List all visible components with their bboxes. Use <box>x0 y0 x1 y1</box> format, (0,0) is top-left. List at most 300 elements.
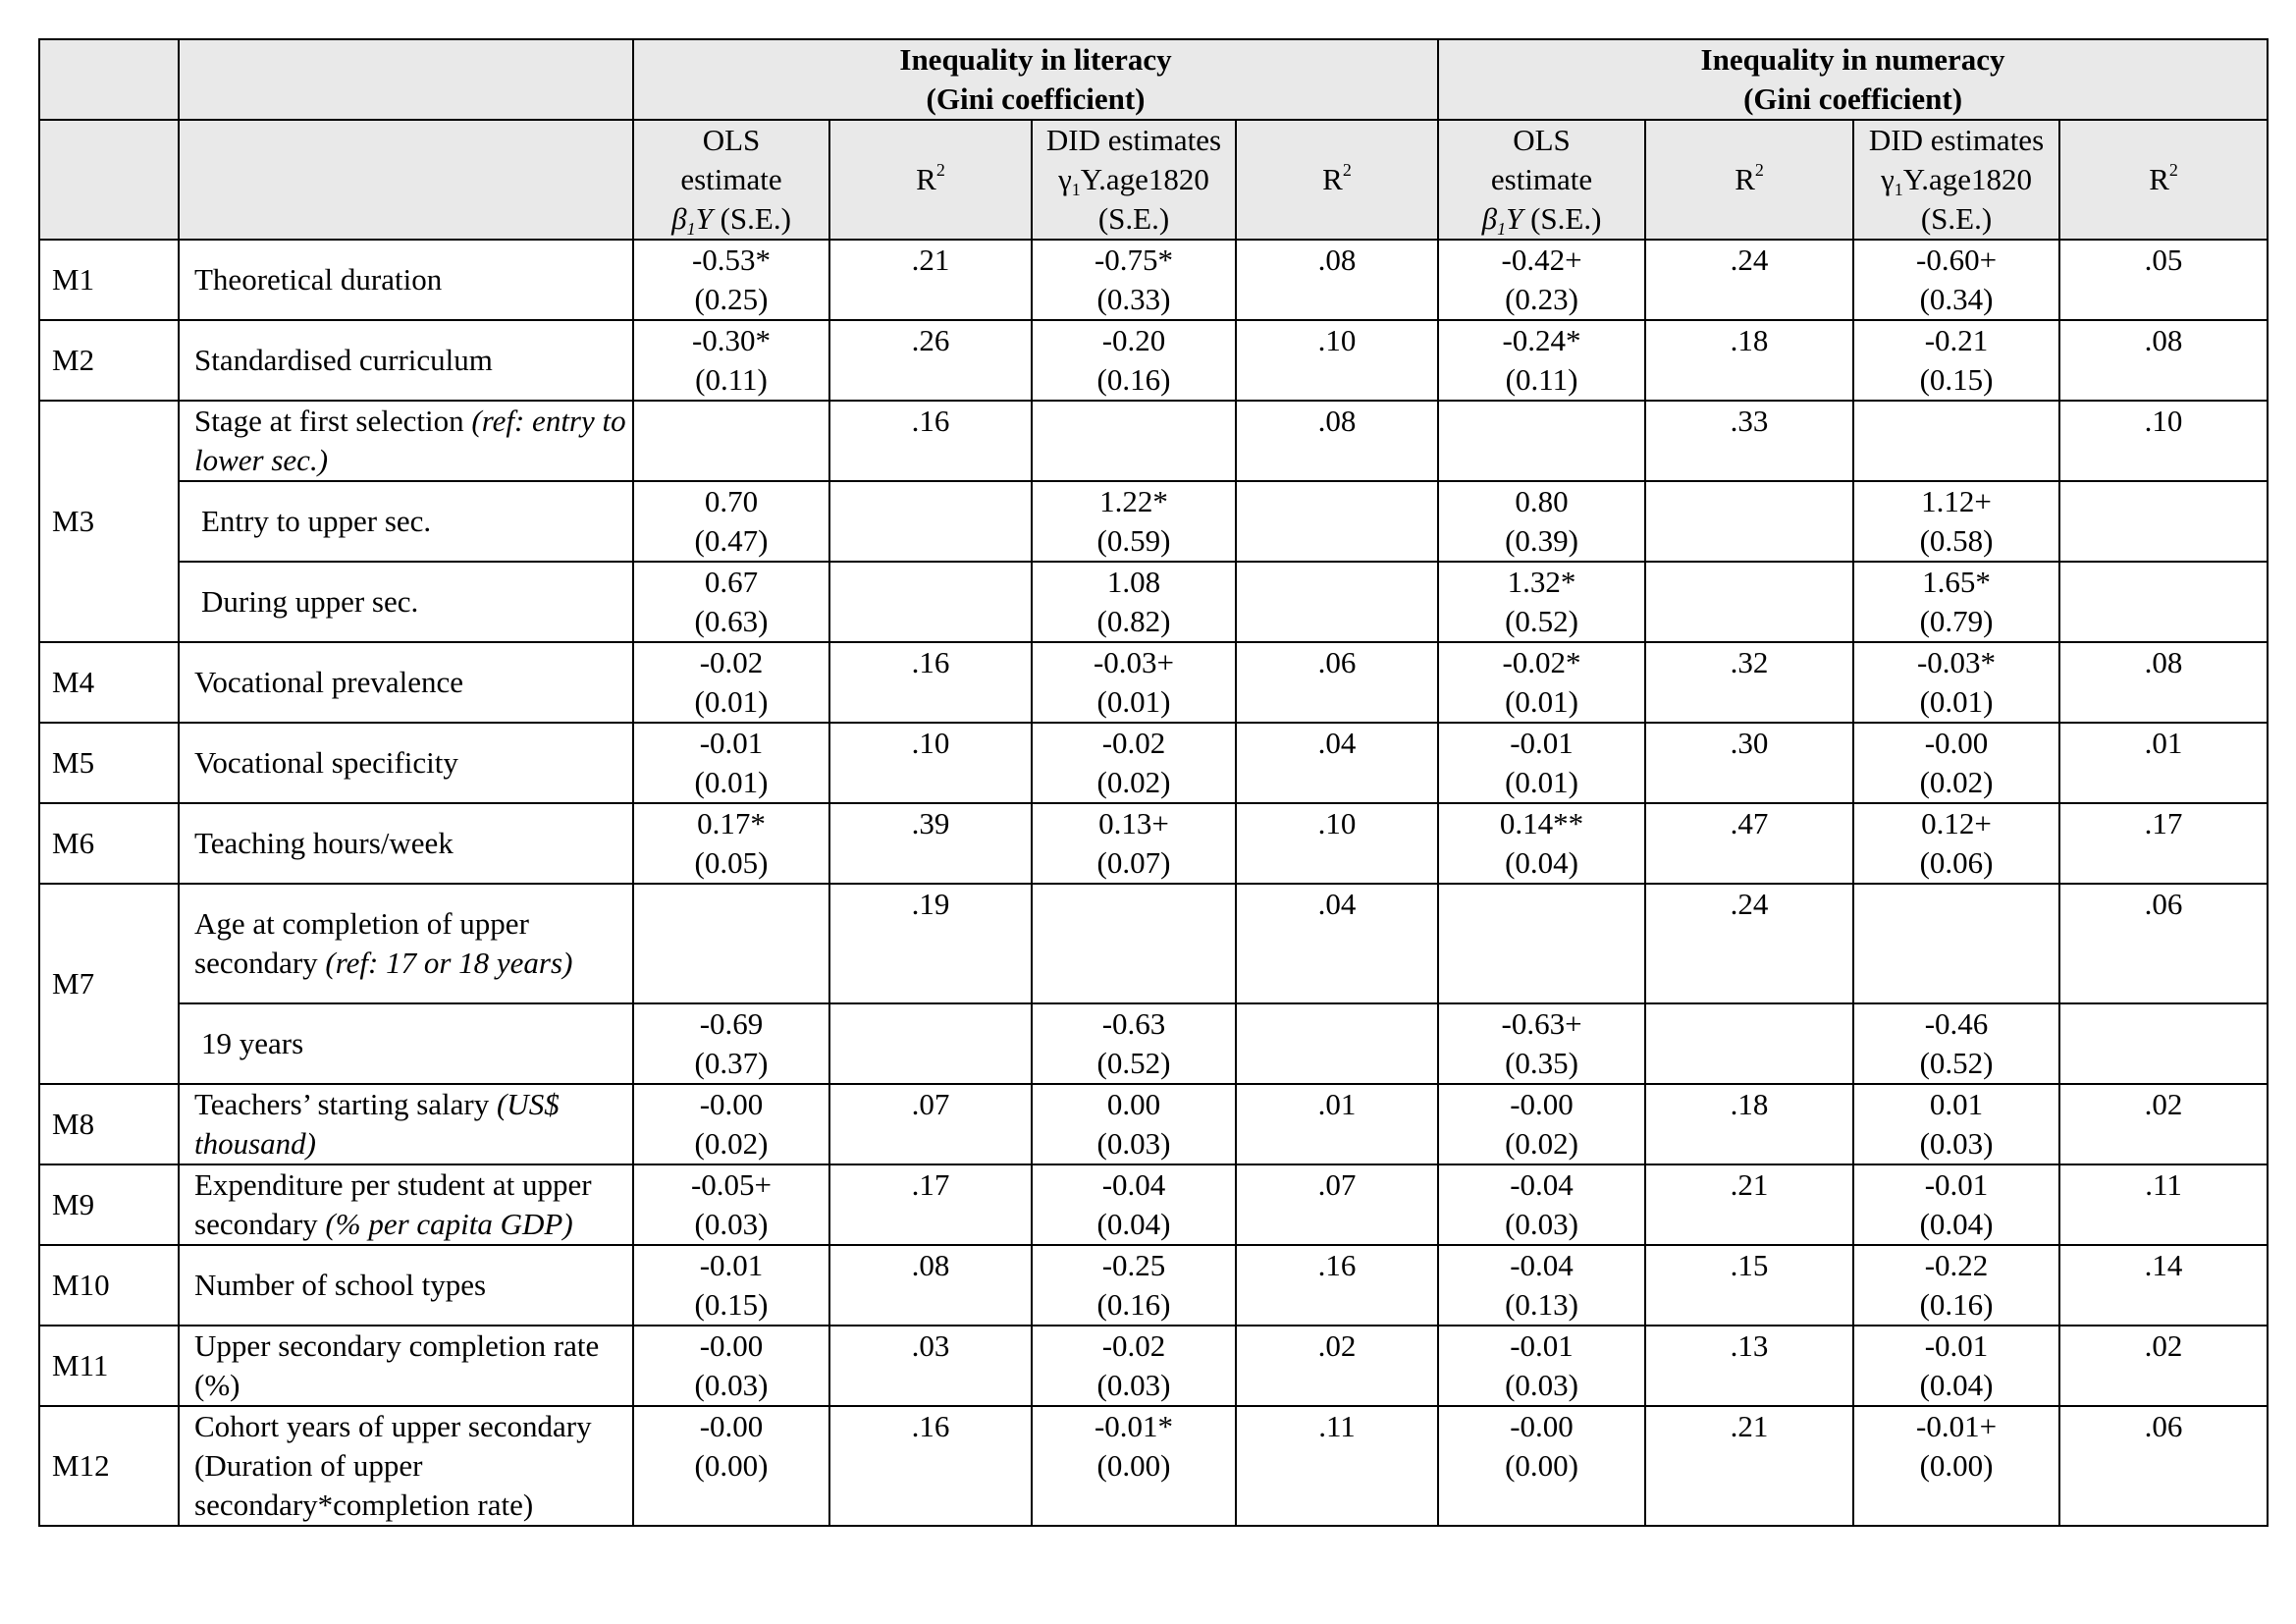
r2-did-literacy: .06 <box>1236 642 1438 723</box>
standard-error: (0.47) <box>694 523 769 558</box>
table-row <box>39 1164 2268 1245</box>
r2-did-numeracy: .02 <box>2059 1084 2268 1164</box>
ols-numeracy <box>1438 884 1645 1003</box>
coefficient: -0.46 <box>1924 1006 1989 1041</box>
coefficient: 1.32* <box>1507 565 1576 599</box>
label-text: Age at completion of upper secondary <box>194 906 529 980</box>
r2-ols-literacy: .39 <box>829 803 1032 884</box>
standard-error: (0.37) <box>694 1046 769 1080</box>
ols-literacy <box>633 1406 829 1526</box>
coefficient: -0.01 <box>1510 726 1574 760</box>
r2-ols-literacy: .16 <box>829 642 1032 723</box>
se-label: (S.E.) <box>1522 201 1602 236</box>
r2-ols-numeracy: .30 <box>1645 723 1853 803</box>
r2-label <box>916 162 945 196</box>
beta-subscript: 1 <box>686 219 696 239</box>
se-label: (S.E.) <box>1920 201 1993 236</box>
r2-ols-literacy <box>829 562 1032 642</box>
r2-did-numeracy: .11 <box>2059 1164 2268 1245</box>
model-id: M8 <box>39 1084 179 1164</box>
r2-ols-numeracy: .24 <box>1645 240 1853 320</box>
r2-ols-literacy: .26 <box>829 320 1032 401</box>
coefficient: -0.03+ <box>1093 645 1175 679</box>
did-literacy <box>1032 562 1236 642</box>
standard-error: (0.13) <box>1505 1287 1578 1322</box>
row-label <box>179 401 633 481</box>
r2-base: R <box>1735 162 1755 196</box>
model-id: M4 <box>39 642 179 723</box>
sub-row-label: 19 years <box>179 1003 633 1084</box>
standard-error: (0.01) <box>694 684 769 719</box>
coefficient: -0.02* <box>1502 645 1581 679</box>
r2-ols-literacy: .16 <box>829 1406 1032 1526</box>
label-line: secondary (% per capita GDP) <box>194 1207 573 1241</box>
r2-did-numeracy: .14 <box>2059 1245 2268 1326</box>
row-label <box>179 1326 633 1406</box>
r2-did-literacy <box>1236 481 1438 562</box>
row-label <box>179 884 633 1003</box>
standard-error: (0.01) <box>1919 684 1994 719</box>
did-label: DID estimates <box>1045 123 1222 157</box>
col-r2-did-numeracy <box>2059 120 2268 240</box>
sub-row-label: Entry to upper sec. <box>179 481 633 562</box>
standard-error: (0.33) <box>1096 282 1171 316</box>
r2-label <box>1735 162 1764 196</box>
gamma-symbol: γ <box>1058 162 1072 196</box>
row-label <box>179 1164 633 1245</box>
table-row <box>39 1406 2268 1526</box>
r2-did-numeracy: .08 <box>2059 642 2268 723</box>
r2-ols-numeracy: .21 <box>1645 1164 1853 1245</box>
coefficient: -0.24* <box>1502 323 1581 357</box>
coefficient: -0.02 <box>699 645 764 679</box>
standard-error: (0.16) <box>1096 362 1171 397</box>
row-label <box>179 803 633 884</box>
coefficient: -0.00 <box>1510 1409 1574 1443</box>
standard-error: (0.07) <box>1096 845 1171 880</box>
standard-error: (0.15) <box>1919 362 1994 397</box>
ols-literacy <box>633 320 829 401</box>
r2-did-numeracy: .06 <box>2059 1406 2268 1526</box>
r2-did-literacy: .04 <box>1236 723 1438 803</box>
r2-superscript: 2 <box>2168 160 2178 180</box>
ols-numeracy <box>1438 803 1645 884</box>
ols-literacy <box>633 481 829 562</box>
did-literacy <box>1032 1406 1236 1526</box>
se-label: (S.E.) <box>1097 201 1170 236</box>
ols-literacy <box>633 1164 829 1245</box>
r2-ols-numeracy <box>1645 1003 1853 1084</box>
gamma-subscript: 1 <box>1894 180 1903 199</box>
coefficient: -0.01 <box>1924 1328 1989 1363</box>
standard-error: (0.79) <box>1919 604 1994 638</box>
coefficient: -0.04 <box>1101 1167 1166 1202</box>
literacy-group-header <box>633 39 1438 120</box>
coefficient: -0.01 <box>699 1248 764 1282</box>
r2-did-numeracy <box>2059 1003 2268 1084</box>
standard-error: (0.59) <box>1096 523 1171 558</box>
label-text: Stage at first selection <box>194 404 472 438</box>
r2-did-literacy: .07 <box>1236 1164 1438 1245</box>
sub-row-label: During upper sec. <box>179 562 633 642</box>
r2-ols-literacy <box>829 1003 1032 1084</box>
ols-numeracy <box>1438 642 1645 723</box>
col-r2-did-literacy <box>1236 120 1438 240</box>
table-row <box>39 642 2268 723</box>
standard-error: (0.06) <box>1919 845 1994 880</box>
r2-ols-numeracy: .18 <box>1645 320 1853 401</box>
r2-did-literacy: .10 <box>1236 803 1438 884</box>
standard-error: (0.04) <box>1096 1207 1171 1241</box>
col-ols-numeracy <box>1438 120 1645 240</box>
did-literacy <box>1032 642 1236 723</box>
did-numeracy <box>1853 320 2059 401</box>
ols-numeracy <box>1438 320 1645 401</box>
coefficient: -0.01+ <box>1916 1409 1998 1443</box>
standard-error: (0.11) <box>695 362 768 397</box>
ols-literacy <box>633 240 829 320</box>
coefficient: -0.01 <box>699 726 764 760</box>
coefficient: -0.69 <box>699 1006 764 1041</box>
model-id: M10 <box>39 1245 179 1326</box>
standard-error: (0.03) <box>1505 1368 1578 1402</box>
did-numeracy <box>1853 1003 2059 1084</box>
r2-ols-literacy <box>829 481 1032 562</box>
r2-did-literacy: .08 <box>1236 401 1438 481</box>
r2-ols-numeracy: .15 <box>1645 1245 1853 1326</box>
table-row <box>39 723 2268 803</box>
coefficient: 0.00 <box>1106 1087 1161 1121</box>
label-text: Number of school types <box>194 1268 487 1302</box>
coefficient: -0.01 <box>1924 1167 1989 1202</box>
standard-error: (0.02) <box>1505 1126 1578 1161</box>
did-numeracy <box>1853 562 2059 642</box>
standard-error: (0.05) <box>694 845 769 880</box>
numeracy-title: Inequality in numeracy <box>1700 42 2005 77</box>
label-text: Standardised curriculum <box>194 343 493 377</box>
standard-error: (0.00) <box>1919 1448 1994 1483</box>
row-label <box>179 1084 633 1164</box>
standard-error: (0.03) <box>1505 1207 1578 1241</box>
did-literacy <box>1032 803 1236 884</box>
standard-error: (0.52) <box>1505 604 1578 638</box>
standard-error: (0.01) <box>1505 765 1578 799</box>
r2-did-numeracy: .17 <box>2059 803 2268 884</box>
label-italic: (% per capita GDP) <box>325 1207 573 1241</box>
label-text: Theoretical duration <box>194 262 443 297</box>
table-row <box>39 884 2268 1003</box>
coefficient: -0.05+ <box>690 1167 773 1202</box>
table-row <box>39 320 2268 401</box>
gamma-label <box>1854 160 2058 199</box>
model-id: M11 <box>39 1326 179 1406</box>
did-numeracy <box>1853 481 2059 562</box>
did-numeracy <box>1853 401 2059 481</box>
standard-error: (0.58) <box>1919 523 1994 558</box>
r2-did-literacy: .04 <box>1236 884 1438 1003</box>
label-italic: (ref: entry to lower sec.) <box>194 404 626 477</box>
ols-numeracy <box>1438 1164 1645 1245</box>
label-italic: (US$ thousand) <box>194 1087 560 1161</box>
r2-did-literacy: .08 <box>1236 240 1438 320</box>
did-literacy <box>1032 320 1236 401</box>
coefficient: -0.04 <box>1510 1248 1574 1282</box>
coefficient: -0.63 <box>1101 1006 1166 1041</box>
row-label <box>179 723 633 803</box>
gamma-label <box>1033 160 1235 199</box>
r2-base: R <box>916 162 936 196</box>
standard-error: (0.03) <box>1096 1368 1171 1402</box>
coefficient: -0.00 <box>1510 1087 1574 1121</box>
r2-ols-literacy: .16 <box>829 401 1032 481</box>
r2-superscript: 2 <box>1342 160 1352 180</box>
table-row <box>39 1084 2268 1164</box>
standard-error: (0.34) <box>1919 282 1994 316</box>
estimate-label: estimate <box>1490 162 1593 196</box>
coefficient: -0.00 <box>1924 726 1989 760</box>
model-id: M9 <box>39 1164 179 1245</box>
model-id: M1 <box>39 240 179 320</box>
ols-literacy <box>633 803 829 884</box>
table-row <box>39 1326 2268 1406</box>
r2-did-numeracy: .05 <box>2059 240 2268 320</box>
r2-base: R <box>1322 162 1343 196</box>
r2-ols-literacy: .03 <box>829 1326 1032 1406</box>
beta-symbol: β <box>671 201 687 236</box>
ols-literacy <box>633 1084 829 1164</box>
standard-error: (0.82) <box>1096 604 1171 638</box>
standard-error: (0.01) <box>694 765 769 799</box>
r2-label <box>1322 162 1352 196</box>
did-numeracy <box>1853 1406 2059 1526</box>
coefficient: -0.02 <box>1101 1328 1166 1363</box>
standard-error: (0.01) <box>1505 684 1578 719</box>
did-literacy <box>1032 723 1236 803</box>
r2-ols-numeracy <box>1645 481 1853 562</box>
coefficient: -0.03* <box>1916 645 1997 679</box>
did-literacy <box>1032 1084 1236 1164</box>
ols-numeracy <box>1438 1326 1645 1406</box>
ols-literacy <box>633 642 829 723</box>
r2-ols-numeracy: .21 <box>1645 1406 1853 1526</box>
coefficient: -0.25 <box>1101 1248 1166 1282</box>
ols-label: OLS <box>1513 123 1571 157</box>
model-id: M7 <box>39 884 179 1084</box>
ols-numeracy <box>1438 401 1645 481</box>
y-symbol: Y <box>695 201 713 236</box>
label-text: Upper secondary completion rate (%) <box>194 1328 600 1402</box>
standard-error: (0.16) <box>1096 1287 1171 1322</box>
r2-base: R <box>2149 162 2169 196</box>
did-numeracy <box>1853 1245 2059 1326</box>
did-literacy <box>1032 884 1236 1003</box>
r2-did-literacy: .01 <box>1236 1084 1438 1164</box>
ols-numeracy <box>1438 240 1645 320</box>
label-text: Teachers’ starting salary <box>194 1087 497 1121</box>
standard-error: (0.04) <box>1919 1207 1994 1241</box>
standard-error: (0.03) <box>1096 1126 1171 1161</box>
r2-ols-numeracy: .32 <box>1645 642 1853 723</box>
r2-label <box>2149 162 2178 196</box>
r2-did-literacy: .02 <box>1236 1326 1438 1406</box>
label-text: Vocational prevalence <box>194 665 463 699</box>
y-symbol: Y <box>1506 201 1523 236</box>
standard-error: (0.25) <box>694 282 769 316</box>
did-literacy <box>1032 401 1236 481</box>
did-numeracy <box>1853 642 2059 723</box>
estimate-label: estimate <box>680 162 782 196</box>
r2-did-literacy <box>1236 1003 1438 1084</box>
coefficient: 0.80 <box>1515 484 1569 518</box>
coefficient: -0.00 <box>699 1087 764 1121</box>
literacy-subtitle: (Gini coefficient) <box>926 81 1146 116</box>
ols-numeracy <box>1438 1406 1645 1526</box>
ols-numeracy <box>1438 1084 1645 1164</box>
row-label <box>179 642 633 723</box>
r2-did-numeracy: .06 <box>2059 884 2268 1003</box>
did-numeracy <box>1853 1326 2059 1406</box>
r2-ols-literacy: .08 <box>829 1245 1032 1326</box>
standard-error: (0.39) <box>1505 523 1578 558</box>
table-subrow <box>39 481 2268 562</box>
standard-error: (0.63) <box>694 604 769 638</box>
standard-error: (0.03) <box>1919 1126 1994 1161</box>
did-literacy <box>1032 1245 1236 1326</box>
table-subrow <box>39 562 2268 642</box>
coefficient: 0.14** <box>1499 806 1584 840</box>
col-ols-literacy <box>633 120 829 240</box>
r2-did-literacy: .11 <box>1236 1406 1438 1526</box>
coefficient: 1.22* <box>1099 484 1168 518</box>
coefficient: 0.17* <box>697 806 766 840</box>
r2-ols-literacy: .07 <box>829 1084 1032 1164</box>
beta-se-label <box>1439 199 1644 239</box>
gamma-subscript: 1 <box>1071 180 1081 199</box>
header-row-columns <box>39 120 2268 240</box>
r2-did-literacy: .16 <box>1236 1245 1438 1326</box>
ols-literacy <box>633 401 829 481</box>
age-term: Y.age1820 <box>1902 162 2032 196</box>
table-subrow <box>39 1003 2268 1084</box>
ols-literacy <box>633 562 829 642</box>
r2-ols-literacy: .17 <box>829 1164 1032 1245</box>
coefficient: -0.02 <box>1101 726 1166 760</box>
standard-error: (0.16) <box>1919 1287 1994 1322</box>
r2-did-numeracy: .10 <box>2059 401 2268 481</box>
numeracy-subtitle: (Gini coefficient) <box>1743 81 1963 116</box>
r2-ols-numeracy: .33 <box>1645 401 1853 481</box>
numeracy-group-header <box>1438 39 2268 120</box>
coefficient: -0.00 <box>699 1409 764 1443</box>
row-label <box>179 240 633 320</box>
model-id: M6 <box>39 803 179 884</box>
table-row <box>39 240 2268 320</box>
coefficient: -0.01 <box>1510 1328 1574 1363</box>
gamma-symbol: γ <box>1881 162 1895 196</box>
row-label <box>179 1406 633 1526</box>
coefficient: 1.08 <box>1106 565 1161 599</box>
ols-literacy <box>633 1245 829 1326</box>
standard-error: (0.00) <box>694 1448 769 1483</box>
r2-ols-literacy: .19 <box>829 884 1032 1003</box>
model-id: M5 <box>39 723 179 803</box>
did-label: DID estimates <box>1868 123 2045 157</box>
label-line: Expenditure per student at upper <box>194 1167 592 1202</box>
beta-se-label <box>634 199 828 239</box>
standard-error: (0.00) <box>1505 1448 1578 1483</box>
standard-error: (0.11) <box>1505 362 1578 397</box>
standard-error: (0.00) <box>1096 1448 1171 1483</box>
did-numeracy <box>1853 723 2059 803</box>
standard-error: (0.02) <box>1919 765 1994 799</box>
did-literacy <box>1032 481 1236 562</box>
regression-table-container <box>38 38 2269 1527</box>
ols-numeracy <box>1438 481 1645 562</box>
standard-error: (0.15) <box>694 1287 769 1322</box>
table-row <box>39 803 2268 884</box>
r2-did-numeracy: .08 <box>2059 320 2268 401</box>
did-literacy <box>1032 240 1236 320</box>
se-label: (S.E.) <box>712 201 791 236</box>
subheader-empty-model <box>39 120 179 240</box>
ols-numeracy <box>1438 723 1645 803</box>
table-row <box>39 401 2268 481</box>
standard-error: (0.04) <box>1505 845 1578 880</box>
did-literacy <box>1032 1326 1236 1406</box>
row-label <box>179 320 633 401</box>
r2-did-numeracy: .01 <box>2059 723 2268 803</box>
standard-error: (0.52) <box>1096 1046 1171 1080</box>
age-term: Y.age1820 <box>1080 162 1209 196</box>
did-numeracy <box>1853 240 2059 320</box>
coefficient: -0.60+ <box>1916 243 1998 277</box>
coefficient: -0.42+ <box>1501 243 1582 277</box>
coefficient: -0.22 <box>1924 1248 1989 1282</box>
ols-literacy <box>633 723 829 803</box>
label-text: Teaching hours/week <box>194 826 454 860</box>
model-id: M2 <box>39 320 179 401</box>
standard-error: (0.03) <box>694 1368 769 1402</box>
col-r2-ols-numeracy <box>1645 120 1853 240</box>
coefficient: -0.30* <box>691 323 772 357</box>
beta-subscript: 1 <box>1497 219 1507 239</box>
r2-ols-numeracy: .13 <box>1645 1326 1853 1406</box>
label-italic: (ref: 17 or 18 years) <box>325 946 573 980</box>
r2-ols-numeracy <box>1645 562 1853 642</box>
beta-symbol: β <box>1481 201 1498 236</box>
model-id: M3 <box>39 401 179 642</box>
r2-ols-numeracy: .24 <box>1645 884 1853 1003</box>
col-did-literacy <box>1032 120 1236 240</box>
did-numeracy <box>1853 1164 2059 1245</box>
standard-error: (0.03) <box>694 1207 769 1241</box>
coefficient: -0.75* <box>1094 243 1174 277</box>
standard-error: (0.02) <box>1096 765 1171 799</box>
coefficient: -0.21 <box>1924 323 1989 357</box>
r2-ols-numeracy: .47 <box>1645 803 1853 884</box>
ols-numeracy <box>1438 1003 1645 1084</box>
ols-literacy <box>633 1326 829 1406</box>
r2-ols-literacy: .10 <box>829 723 1032 803</box>
ols-numeracy <box>1438 1245 1645 1326</box>
table-row <box>39 1245 2268 1326</box>
r2-did-numeracy <box>2059 562 2268 642</box>
header-row-groups <box>39 39 2268 120</box>
standard-error: (0.04) <box>1919 1368 1994 1402</box>
ols-numeracy <box>1438 562 1645 642</box>
header-empty-model <box>39 39 179 120</box>
ols-label: OLS <box>702 123 761 157</box>
